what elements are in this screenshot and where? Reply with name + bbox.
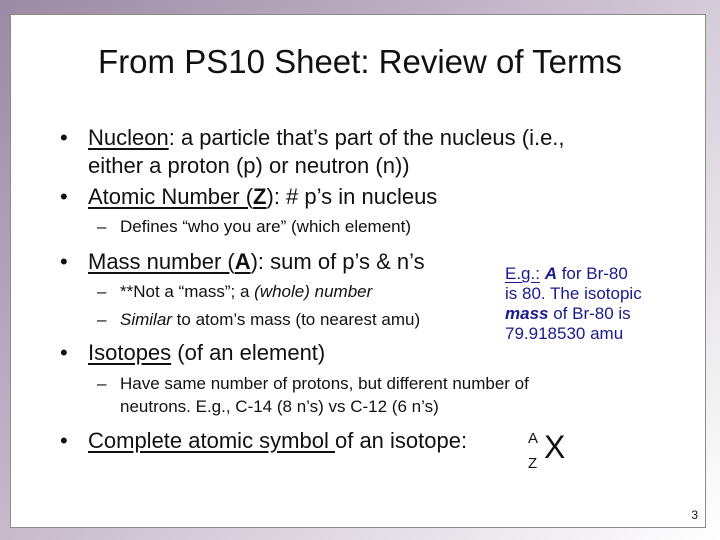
complete-symbol-line bbox=[88, 428, 467, 454]
complete-def: of an isotope: bbox=[334, 428, 468, 453]
atomic-term: Atomic Number ( bbox=[88, 184, 254, 209]
mass-number-line bbox=[88, 249, 425, 275]
bullet-icon: • bbox=[60, 428, 68, 453]
isotopes-def: (of an element) bbox=[171, 340, 326, 365]
element-symbol: X bbox=[544, 429, 566, 465]
mass-number-superscript: A bbox=[528, 430, 539, 447]
mass-term: Mass number ( bbox=[88, 249, 235, 274]
atomic-symbol: Z bbox=[253, 184, 267, 209]
isotopes-term: Isotopes bbox=[88, 340, 172, 365]
slide-title: From PS10 Sheet: Review of Terms bbox=[98, 43, 622, 80]
nucleon-term: Nucleon bbox=[88, 125, 169, 150]
atomic-number-subscript: Z bbox=[528, 455, 538, 472]
dash-icon: – bbox=[97, 217, 107, 236]
isotopes-sub-1: Have same number of protons, but different number of bbox=[120, 374, 529, 393]
note-a: A bbox=[544, 264, 557, 283]
bullet-icon: • bbox=[60, 340, 68, 365]
dash-icon: – bbox=[97, 282, 107, 301]
mass-symbol: A bbox=[234, 249, 251, 274]
complete-term: Complete atomic symbol bbox=[88, 428, 335, 453]
nucleon-def: : a particle that’s part of the nucleus (i.e., bbox=[168, 125, 565, 150]
note-line-2: is 80. The isotopic bbox=[505, 284, 642, 303]
isotopes-line bbox=[88, 340, 325, 366]
mass-sub-1: **Not a “mass”; a (whole) number bbox=[120, 282, 373, 301]
note-mass: mass bbox=[505, 304, 549, 323]
nucleon-line-2: either a proton (p) or neutron (n)) bbox=[88, 153, 410, 178]
dash-icon: – bbox=[97, 310, 107, 329]
isotopes-sub-2: neutrons. E.g., C-14 (8 n’s) vs C-12 (6 n’s) bbox=[120, 397, 439, 416]
nucleon-line-1 bbox=[88, 125, 565, 151]
dash-icon: – bbox=[97, 374, 107, 393]
bullet-icon: • bbox=[60, 125, 68, 150]
mass-sub-2: Similar to atom’s mass (to nearest amu) bbox=[120, 310, 421, 329]
atomic-def: ): # p’s in nucleus bbox=[266, 184, 438, 209]
mass-def: ): sum of p’s & n’s bbox=[250, 249, 425, 274]
bullet-icon: • bbox=[60, 249, 68, 274]
atomic-number-line bbox=[88, 184, 437, 210]
side-note: E.g.: A for Br-80 is 80. The isotopic mass of Br-80 is 79.918530 amu bbox=[505, 264, 695, 344]
note-line-4: 79.918530 amu bbox=[505, 324, 624, 343]
atomic-sub: Defines “who you are” (which element) bbox=[120, 217, 412, 236]
bullet-icon: • bbox=[60, 184, 68, 209]
page-number: 3 bbox=[691, 508, 698, 522]
note-eg: E.g.: bbox=[505, 264, 540, 283]
